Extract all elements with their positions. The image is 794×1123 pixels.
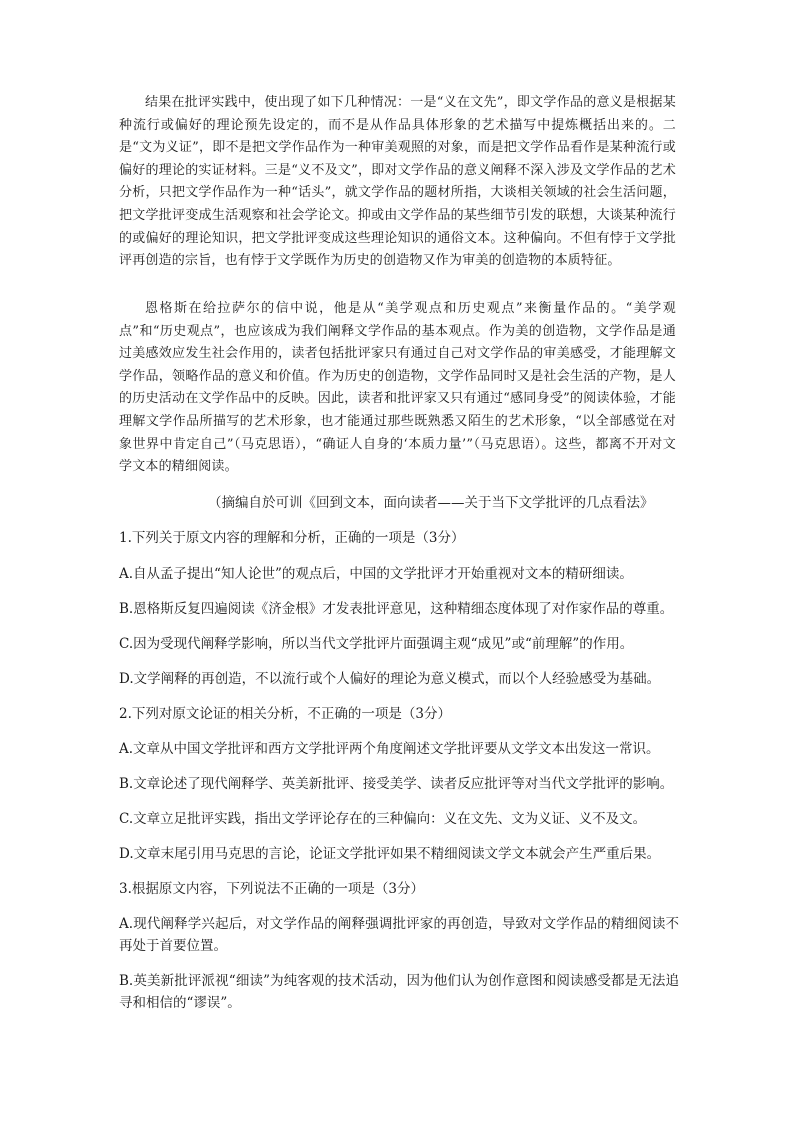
question-2-stem: 2.下列对原文论证的相关分析，不正确的一项是（3分） bbox=[119, 706, 451, 722]
question-1-stem: 1.下列关于原文内容的理解和分析，正确的一项是（3分） bbox=[119, 530, 465, 546]
question-2-option-a: A.文章从中国文学批评和西方文学批评两个角度阐述文学批评要从文学文本出发这一常识。 bbox=[119, 741, 660, 757]
question-1-option-d: D.文学阐释的再创造，不以流行或个人偏好的理论为意义模式，而以个人经验感受为基础。 bbox=[119, 671, 661, 687]
question-3-stem: 3.根据原文内容，下列说法不正确的一项是（3分） bbox=[119, 881, 424, 897]
question-1-option-b: B.恩格斯反复四遍阅读《济金根》才发表批评意见，这种精细态度体现了对作家作品的尊重。 bbox=[119, 601, 674, 617]
source-citation: （摘编自於可训《回到文本，面向读者——关于当下文学批评的几点看法》 bbox=[208, 495, 654, 511]
question-1-option-c: C.因为受现代阐释学影响，所以当代文学批评片面强调主观“成见”或“前理解”的作用。 bbox=[119, 636, 634, 652]
question-3-option-a: A.现代阐释学兴起后，对文学作品的阐释强调批评家的再创造，导致对文学作品的精细阅读不再处于首要位置。 bbox=[119, 916, 679, 954]
body-paragraph-2: 恩格斯在给拉萨尔的信中说，他是从“美学观点和历史观点”来衡量作品的。“美学观点”和“历史观点”，也应该成为我们阐释文学作品的基本观点。作为美的创造物，文学作品是通过美感效应发生社会作用的，读者包括批评家只有通过自己对文学作品的审美感受，才能理解文学作品，领略作品的意义和价值。作为历史的创造物，文学作品同时又是社会生活的产物，是人的历史活动在文学作品中的反映。因此，读者和批评家又只有通过“感同身受”的阅读体验，才能理解文学作品所描写的艺术形象，也才能通过那些既熟悉又陌生的艺术形象，“以全部感觉在对象世界中肯定自己”（马克思语），“确证人自身的‘本质力量’”（马克思语）。这些，都离不开对文学文本的精细阅读。 bbox=[119, 301, 676, 475]
question-2-option-c: C.文章立足批评实践，指出文学评论存在的三种偏向：义在文先、文为义证、义不及文。 bbox=[119, 811, 647, 827]
question-3-option-b: B.英美新批评派视“细读”为纯客观的技术活动，因为他们认为创作意图和阅读感受都是无法追寻和相信的“谬误”。 bbox=[119, 973, 679, 1011]
question-2-option-d: D.文章末尾引用马克思的言论，论证文学批评如果不精细阅读文学文本就会产生严重后果。 bbox=[119, 846, 661, 862]
body-paragraph-1: 结果在批评实践中，使出现了如下几种情况：一是“义在文先”，即文学作品的意义是根据某种流行或偏好的理论预先设定的，而不是从作品具体形象的艺术描写中提炼概括出来的。二是“文为义证”，即不是把文学作品作为一种审美观照的对象，而是把文学作品看作是某种流行或偏好的理论的实证材料。三是“义不及文”，即对文学作品的意义阐释不深入涉及文学作品的艺术分析，只把文学作品作为一种“话头”，就文学作品的题材所指，大谈相关领域的社会生活问题，把文学批评变成生活观察和社会学论文。抑或由文学作品的某些细节引发的联想，大谈某种流行的或偏好的理论知识，把文学批评变成这些理论知识的通俗文本。这种偏向。不但有悖于文学批评再创造的宗旨，也有悖于文学既作为历史的创造物又作为审美的创造物的本质特征。 bbox=[119, 95, 676, 269]
question-2-option-b: B.文章论述了现代阐释学、英美新批评、接受美学、读者反应批评等对当代文学批评的影响。 bbox=[119, 776, 674, 792]
question-1-option-a: A.自从孟子提出“知人论世”的观点后，中国的文学批评才开始重视对文本的精研细读。 bbox=[119, 566, 633, 582]
